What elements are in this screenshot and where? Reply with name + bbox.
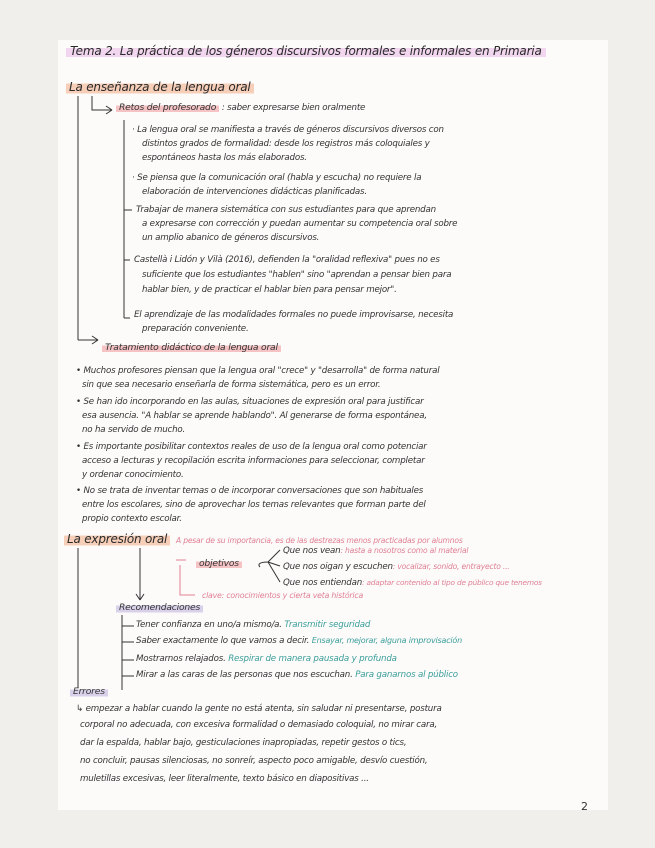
p3-line: Trabajar de manera sistemática con sus estudiantes para que aprendan <box>136 205 436 215</box>
error-line: corporal no adecuada, con excesiva formalidad o demasiado coloquial, no mirar cara, <box>80 720 438 730</box>
b3-line: y ordenar conocimiento. <box>82 470 184 480</box>
page-title-text: Tema 2. La práctica de los géneros discursivos formales e informales en Primaria <box>66 44 546 58</box>
b1-line: sin que sea necesario enseñarla de forma sistemática, pero es un error. <box>82 380 381 390</box>
recomendacion-item <box>136 654 397 664</box>
error-line: muletillas excesivas, leer literalmente, texto básico en diapositivas ... <box>80 774 369 784</box>
recomendacion-text: Tener confianza en uno/a mismo/a. <box>136 620 282 630</box>
b3-line: acceso a lecturas y recopilación escrita informaciones para seleccionar, completar <box>82 456 425 466</box>
recomendacion-note: Ensayar, mejorar, alguna improvisación <box>311 636 462 645</box>
p1-line: · La lengua oral se manifiesta a través de géneros discursivos diversos con <box>132 125 444 135</box>
tratamiento-text: Tratamiento didáctico de la lengua oral <box>102 342 281 353</box>
objetivo-note: : adaptar contenido al tipo de público que tenemos <box>362 578 542 587</box>
p1-line: distintos grados de formalidad: desde los registros más coloquiales y <box>142 139 430 149</box>
objetivo-note: : vocalizar, sonido, entrayecto ... <box>392 562 510 571</box>
error-line: dar la espalda, hablar bajo, gesticulaciones inapropiadas, repetir gestos o tics, <box>80 738 407 748</box>
p5-line: El aprendizaje de las modalidades formales no puede improvisarse, necesita <box>134 310 454 320</box>
p3-line: un amplio abanico de géneros discursivos. <box>142 233 320 243</box>
objetivo-text: Que nos entiendan <box>283 578 363 588</box>
recomendacion-note: Para ganarnos al público <box>355 670 458 680</box>
retos-heading <box>116 102 365 113</box>
recomendacion-text: Mostrarnos relajados. <box>136 654 226 664</box>
p4-line: hablar bien, y de practicar el hablar bien para pensar mejor". <box>142 285 397 295</box>
objetivos-label <box>196 558 242 569</box>
objetivo-note: : hasta a nosotros como al material <box>340 546 469 555</box>
retos-note: : saber expresarse bien oralmente <box>221 103 366 113</box>
objetivo-text: Que nos oigan y escuchen <box>283 562 393 572</box>
objetivo-item <box>283 578 542 588</box>
p5-line: preparación conveniente. <box>142 324 249 334</box>
section-heading-tratamiento <box>102 342 281 353</box>
clave-note: clave: conocimientos y cierta veta histórica <box>202 591 364 600</box>
b2-line: • Se han ido incorporando en las aulas, situaciones de expresión oral para justificar <box>76 397 424 407</box>
b4-line: • No se trata de inventar temas o de incorporar conversaciones que son habituales <box>76 486 424 496</box>
recomendaciones-text: Recomendaciones <box>116 602 203 613</box>
page-number: 2 <box>581 800 588 813</box>
errores-text: Errores <box>70 686 108 697</box>
expresion-note: A pesar de su importancia, es de las destrezas menos practicadas por alumnos <box>176 536 463 545</box>
recomendacion-text: Saber exactamente lo que vamos a decir. <box>136 636 310 646</box>
b4-line: entre los escolares, sino de aprovechar los temas relevantes que forman parte del <box>82 500 426 510</box>
recomendacion-item <box>136 620 370 630</box>
p4-line: suficiente que los estudiantes "hablen" sino "aprendan a pensar bien para <box>142 270 452 280</box>
expresion-text: La expresión oral <box>64 532 170 546</box>
p4-line: Castellà i Lidón y Vilà (2016), defienden la "oralidad reflexiva" pues no es <box>134 255 440 265</box>
page-title <box>66 44 546 58</box>
section-heading-expresion <box>64 532 170 546</box>
error-line: ↳ empezar a hablar cuando la gente no está atenta, sin saludar ni presentarse, postura <box>76 704 442 714</box>
objetivo-item <box>283 562 510 572</box>
section-heading-text: La enseñanza de la lengua oral <box>66 80 254 94</box>
section-heading-lengua-oral <box>66 80 254 94</box>
b1-line: • Muchos profesores piensan que la lengua oral "crece" y "desarrolla" de forma natural <box>76 366 440 376</box>
objetivos-text: objetivos <box>196 558 242 569</box>
errores-heading <box>70 686 108 697</box>
recomendacion-text: Mirar a las caras de las personas que nos escuchan. <box>136 670 353 680</box>
recomendacion-note: Respirar de manera pausada y profunda <box>228 654 397 664</box>
b2-line: no ha servido de mucho. <box>82 425 186 435</box>
b2-line: esa ausencia. "A hablar se aprende hablando". Al generarse de forma espontánea, <box>82 411 427 421</box>
b4-line: propio contexto escolar. <box>82 514 182 524</box>
p1-line: espontáneos hasta los más elaborados. <box>142 153 307 163</box>
recomendacion-note: Transmitir seguridad <box>284 620 371 630</box>
p3-line: a expresarse con corrección y puedan aumentar su competencia oral sobre <box>142 219 458 229</box>
retos-label: Retos del profesorado <box>116 102 219 113</box>
p2-line: · Se piensa que la comunicación oral (habla y escucha) no requiere la <box>132 173 422 183</box>
objetivo-item <box>283 546 468 556</box>
b3-line: • Es importante posibilitar contextos reales de uso de la lengua oral como potenciar <box>76 442 427 452</box>
error-line: no concluir, pausas silenciosas, no sonreír, aspecto poco amigable, desvío cuestión, <box>80 756 428 766</box>
objetivo-text: Que nos vean <box>283 546 341 556</box>
recomendacion-item <box>136 636 462 646</box>
recomendaciones-heading <box>116 602 203 613</box>
recomendacion-item <box>136 670 458 680</box>
p2-line: elaboración de intervenciones didácticas planificadas. <box>142 187 367 197</box>
